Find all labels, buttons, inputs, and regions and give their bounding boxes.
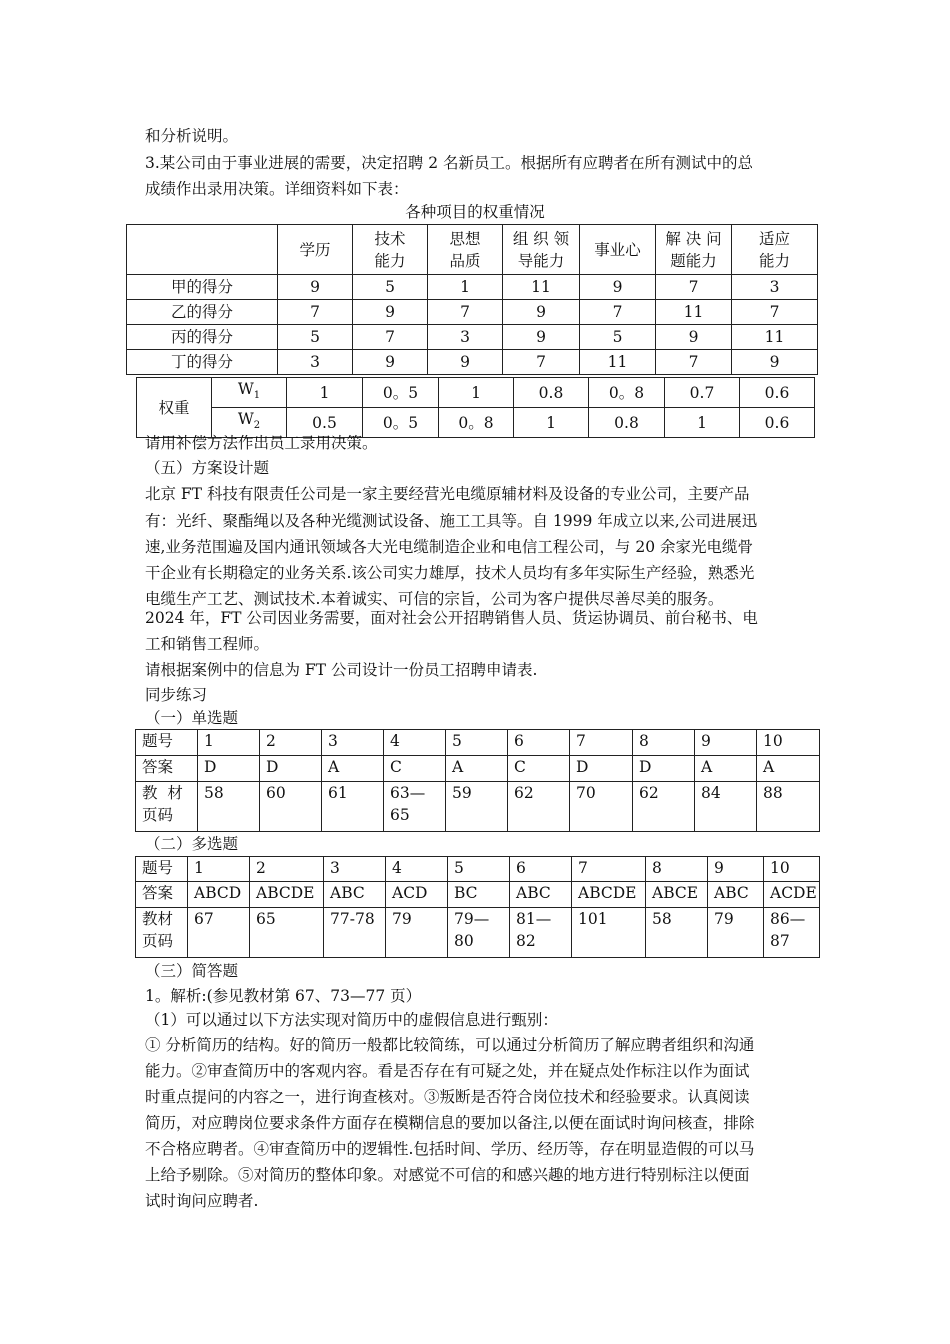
score-cell: 9 [732, 350, 818, 375]
weight-cell: 0。8 [589, 378, 665, 408]
weight-cell: 0.8 [514, 378, 589, 408]
score-cell: 7 [656, 350, 732, 375]
header-cell: 组 织 领 导能力 [503, 225, 580, 275]
number-cell: 10 [757, 730, 820, 756]
row-label: 丙的得分 [127, 325, 278, 350]
answer-cell: ABCDE [250, 882, 324, 908]
number-cell: 7 [572, 857, 646, 882]
page-cell: 61 [322, 782, 384, 832]
score-cell: 9 [656, 325, 732, 350]
header-cell: 事业心 [580, 225, 656, 275]
practice-title: 同步练习 [145, 686, 208, 704]
page-cell: 77-78 [324, 908, 386, 958]
table-row [136, 756, 820, 782]
score-cell: 9 [580, 275, 656, 300]
score-cell: 11 [580, 350, 656, 375]
number-cell: 9 [708, 857, 764, 882]
weight-cell: 0.7 [665, 378, 740, 408]
intro-line: 3.某公司由于事业进展的需要，决定招聘 2 名新员工。根据所有应聘者在所有测试中的总 [145, 154, 754, 172]
page-cell: 70 [570, 782, 633, 832]
weight-row-w1 [137, 378, 815, 408]
intro-line: 成绩作出录用决策。详细资料如下表： [145, 180, 409, 198]
number-cell: 2 [260, 730, 322, 756]
score-cell: 11 [732, 325, 818, 350]
answer-cell: C [384, 756, 446, 782]
number-cell: 6 [510, 857, 572, 882]
score-cell: 7 [580, 300, 656, 325]
answer-cell: ABC [324, 882, 386, 908]
number-cell: 8 [646, 857, 708, 882]
score-table-header [127, 225, 818, 275]
case-line: 有：光纤、聚酯绳以及各种光缆测试设备、施工工具等。自 1999 年成立以来,公司进展迅 [145, 512, 758, 530]
number-cell: 7 [570, 730, 633, 756]
answer-cell: BC [448, 882, 510, 908]
number-cell: 3 [324, 857, 386, 882]
weight-cell: 0。5 [363, 408, 439, 438]
page-cell: 59 [446, 782, 508, 832]
multi-choice-title: （二）多选题 [145, 835, 239, 853]
page-cell: 67 [188, 908, 250, 958]
number-cell: 4 [386, 857, 448, 882]
score-cell: 3 [428, 325, 503, 350]
answer-line: 不合格应聘者。④审查简历中的逻辑性.包括时间、学历、经历等，存在明显造假的可以马 [145, 1140, 755, 1158]
row-label: 答案 [136, 882, 188, 908]
weight-cell: 1 [665, 408, 740, 438]
score-cell: 7 [503, 350, 580, 375]
weight-cell: 0.6 [740, 378, 815, 408]
multi-choice-table [135, 856, 820, 958]
table-row [136, 882, 820, 908]
page-cell: 101 [572, 908, 646, 958]
weight-cell: 0.6 [740, 408, 815, 438]
case-line: 2024 年，FT 公司因业务需要，面对社会公开招聘销售人员、货运协调员、前台秘书、电 [145, 609, 758, 627]
weight-key: $W_2$ [212, 408, 287, 438]
single-choice-title: （一）单选题 [145, 709, 239, 727]
table-row [127, 325, 818, 350]
score-table [126, 224, 818, 375]
score-cell: 1 [428, 275, 503, 300]
score-cell: 9 [503, 325, 580, 350]
score-cell: 7 [656, 275, 732, 300]
row-label: 教材 页码 [136, 908, 188, 958]
case-line: 北京 FT 科技有限责任公司是一家主要经营光电缆原辅材料及设备的专业公司，主要产品 [145, 485, 750, 503]
page-cell: 79 [708, 908, 764, 958]
weight-key: $W_1$ [212, 378, 287, 408]
number-cell: 1 [188, 857, 250, 882]
page-cell: 65 [250, 908, 324, 958]
answer-line: （1）可以通过以下方法实现对简历中的虚假信息进行甄别： [145, 1011, 558, 1029]
score-cell: 7 [732, 300, 818, 325]
score-cell: 9 [503, 300, 580, 325]
score-cell: 3 [278, 350, 353, 375]
row-label: 丁的得分 [127, 350, 278, 375]
header-cell: 解 决 问 题能力 [656, 225, 732, 275]
case-line: 工和销售工程师。 [145, 635, 270, 653]
weight-cell: 0。5 [363, 378, 439, 408]
score-cell: 11 [503, 275, 580, 300]
page-cell: 60 [260, 782, 322, 832]
answer-line: 简历，对应聘岗位要求条件方面存在模糊信息的要加以备注,以便在面试时询问核查，排除 [145, 1114, 755, 1132]
weight-cell: 0。8 [439, 408, 514, 438]
page-cell: 84 [695, 782, 757, 832]
answer-cell: D [260, 756, 322, 782]
number-cell: 5 [448, 857, 510, 882]
score-cell: 3 [732, 275, 818, 300]
row-label: 教 材 页码 [136, 782, 198, 832]
number-cell: 1 [198, 730, 260, 756]
answer-cell: A [446, 756, 508, 782]
case-line: 速,业务范围遍及国内通讯领域各大光电缆制造企业和电信工程公司，与 20 余家光电缆骨 [145, 538, 754, 556]
weight-cell: 0.8 [589, 408, 665, 438]
answer-cell: A [322, 756, 384, 782]
answer-cell: C [508, 756, 570, 782]
number-cell: 8 [633, 730, 695, 756]
weight-label: 权重 [137, 378, 212, 438]
answer-cell: ABCE [646, 882, 708, 908]
answer-cell: A [695, 756, 757, 782]
row-label: 答案 [136, 756, 198, 782]
case-line: 干企业有长期稳定的业务关系.该公司实力雄厚，技术人员均有多年实际生产经验，熟悉光 [145, 564, 755, 582]
table-row [136, 730, 820, 756]
score-cell: 9 [278, 275, 353, 300]
weight-cell: 1 [287, 378, 363, 408]
table-row [136, 782, 820, 832]
page-cell: 62 [633, 782, 695, 832]
short-answer-title: （三）简答题 [145, 962, 239, 980]
answer-line: ① 分析简历的结构。好的简历一般都比较简练，可以通过分析简历了解应聘者组织和沟通 [145, 1036, 755, 1054]
score-cell: 5 [580, 325, 656, 350]
score-cell: 11 [656, 300, 732, 325]
number-cell: 10 [764, 857, 820, 882]
page-cell: 79 [386, 908, 448, 958]
page-cell: 63— 65 [384, 782, 446, 832]
table-row [136, 908, 820, 958]
page-cell: 88 [757, 782, 820, 832]
header-cell: 思想 品质 [428, 225, 503, 275]
intro-line: 和分析说明。 [145, 127, 239, 145]
table-row [127, 275, 818, 300]
answer-cell: D [570, 756, 633, 782]
answer-cell: A [757, 756, 820, 782]
weight-table-caption: 各种项目的权重情况 [405, 203, 545, 221]
answer-cell: ACD [386, 882, 448, 908]
weights-table [136, 377, 815, 438]
score-cell: 7 [353, 325, 428, 350]
answer-line: 1。解析:(参见教材第 67、73—77 页） [145, 987, 422, 1005]
case-line: 电缆生产工艺、测试技术.本着诚实、可信的宗旨，公司为客户提供尽善尽美的服务。 [145, 590, 724, 608]
score-cell: 7 [428, 300, 503, 325]
page-cell: 58 [198, 782, 260, 832]
header-cell-empty [127, 225, 278, 275]
answer-cell: ABCD [188, 882, 250, 908]
answer-line: 能力。②审查简历中的客观内容。看是否存在有可疑之处，并在疑点处作标注以作为面试 [145, 1062, 750, 1080]
answer-cell: ACDE [764, 882, 820, 908]
table-row [136, 857, 820, 882]
score-cell: 9 [353, 300, 428, 325]
answer-cell: ABC [510, 882, 572, 908]
row-label: 题号 [136, 857, 188, 882]
page-cell: 79— 80 [448, 908, 510, 958]
answer-line: 上给予剔除。⑤对简历的整体印象。对感觉不可信的和感兴趣的地方进行特别标注以便面 [145, 1166, 750, 1184]
score-cell: 5 [278, 325, 353, 350]
row-label: 乙的得分 [127, 300, 278, 325]
weight-cell: 0.5 [287, 408, 363, 438]
number-cell: 5 [446, 730, 508, 756]
number-cell: 6 [508, 730, 570, 756]
row-label: 题号 [136, 730, 198, 756]
case-line: 请根据案例中的信息为 FT 公司设计一份员工招聘申请表. [145, 661, 538, 679]
row-label: 甲的得分 [127, 275, 278, 300]
number-cell: 3 [322, 730, 384, 756]
score-cell: 9 [428, 350, 503, 375]
single-choice-table [135, 729, 820, 832]
weight-cell: 1 [514, 408, 589, 438]
number-cell: 9 [695, 730, 757, 756]
answer-cell: D [633, 756, 695, 782]
weight-cell: 1 [439, 378, 514, 408]
number-cell: 2 [250, 857, 324, 882]
answer-cell: ABC [708, 882, 764, 908]
page-cell: 81— 82 [510, 908, 572, 958]
answer-line: 试时询问应聘者. [145, 1192, 259, 1210]
page-cell: 86— 87 [764, 908, 820, 958]
table-row [127, 350, 818, 375]
score-cell: 7 [278, 300, 353, 325]
page-cell: 58 [646, 908, 708, 958]
answer-cell: D [198, 756, 260, 782]
section-title: （五）方案设计题 [145, 459, 270, 477]
header-cell: 适应 能力 [732, 225, 818, 275]
score-cell: 5 [353, 275, 428, 300]
answer-cell: ABCDE [572, 882, 646, 908]
number-cell: 4 [384, 730, 446, 756]
header-cell: 技术 能力 [353, 225, 428, 275]
header-cell: 学历 [278, 225, 353, 275]
table-row [127, 300, 818, 325]
page-cell: 62 [508, 782, 570, 832]
answer-line: 时重点提问的内容之一，进行询查核对。③叛断是否符合岗位技术和经验要求。认真阅读 [145, 1088, 750, 1106]
score-cell: 9 [353, 350, 428, 375]
instruction-text: 请用补偿方法作出员工录用决策。 [145, 434, 378, 452]
